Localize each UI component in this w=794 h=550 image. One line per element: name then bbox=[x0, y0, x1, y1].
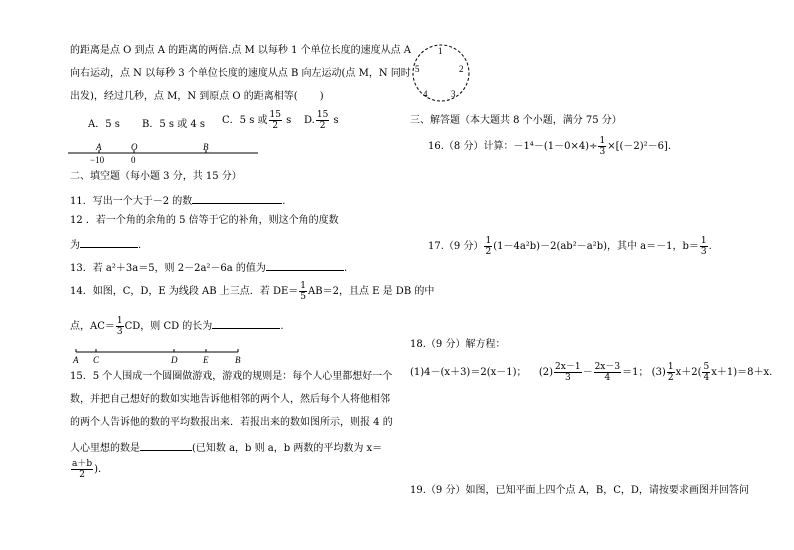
number-line-figure bbox=[66, 142, 262, 166]
q18-eq1: (1)4－(x＋3)＝2(x－1)； bbox=[410, 367, 527, 378]
q18-title: 18.（9 分）解方程： bbox=[410, 339, 506, 350]
label-b: B bbox=[203, 142, 209, 152]
q10-line1: 的距离是点 O 到点 A 的距离的两倍.点 M 以每秒 1 个单位长度的速度从点 A bbox=[70, 45, 412, 56]
q18-equations bbox=[410, 362, 772, 383]
q11-answer-blank[interactable] bbox=[192, 193, 282, 204]
q15-line5: $\frac{a+b}{2}$ ). bbox=[72, 459, 102, 480]
q14-line1: 14．如图，C，D，E 为线段 AB 上三点．若 DE＝ $\frac{1}{5}$ AB＝2，且点 E 是 DB 的中 bbox=[70, 281, 435, 302]
label-a: A bbox=[96, 142, 102, 152]
clock-num-3: 3 bbox=[451, 89, 456, 99]
clock-num-2: 2 bbox=[459, 64, 464, 74]
clock-num-4: 4 bbox=[423, 89, 428, 99]
seg-label-b: B bbox=[235, 355, 241, 365]
clock-num-5: 5 bbox=[415, 64, 420, 74]
q11: 11．写出一个大于－2 的数 . bbox=[70, 193, 285, 209]
q12-line2: 为 . bbox=[70, 237, 141, 253]
choice-b[interactable]: B．5 s 或 4 s bbox=[142, 119, 206, 130]
segment-figure bbox=[70, 346, 246, 366]
q12-answer-blank[interactable] bbox=[80, 237, 138, 248]
seg-label-c: C bbox=[93, 355, 100, 365]
q15-line2: 数，并把自己想好的数如实地告诉他相邻的两个人，然后每个人将他相邻 bbox=[70, 394, 390, 405]
label-neg10: −10 bbox=[90, 155, 105, 165]
clock-figure bbox=[410, 42, 472, 104]
section2-title: 二、填空题（每小题 3 分，共 15 分） bbox=[70, 171, 242, 182]
q14-line2: 点，AC＝ $\frac{1}{3}$ CD，则 CD 的长为 . bbox=[70, 316, 284, 337]
choice-a[interactable]: A．5 s bbox=[88, 119, 120, 130]
choice-d[interactable]: D. $\frac{15}{2}$ s bbox=[304, 110, 339, 131]
q13: 13．若 a²＋3a＝5，则 2－2a²－6a 的值为 . bbox=[70, 260, 347, 276]
label-o: O bbox=[131, 142, 138, 152]
q10-line3: 出发)，经过几秒，点 M，N 到原点 O 的距离相等( ) bbox=[70, 91, 324, 102]
q18-eq2: (2) $\frac{2x-1}{3}$ － $\frac{2x-3}{4}$ ＝1； bbox=[538, 362, 649, 383]
seg-label-d: D bbox=[171, 355, 178, 365]
q15-line3: 的两个人告诉他的数的平均数报出来．若报出来的数如图所示，则报 4 的 bbox=[70, 417, 393, 428]
q18-eq3: (3) $\frac{1}{2}$ x＋2( $\frac{5}{4}$ x＋1)＝8＋x. bbox=[651, 362, 773, 383]
seg-label-e: E bbox=[203, 355, 209, 365]
clock-num-1: 1 bbox=[438, 46, 443, 56]
q15-line4: 人心里想的数是 (已知数 a，b 则 a，b 两数的平均数为 x＝ bbox=[70, 440, 382, 456]
q15-answer-blank[interactable] bbox=[140, 440, 192, 451]
section3-title: 三、解答题（本大题共 8 个小题，满分 75 分） bbox=[410, 115, 622, 126]
choice-c[interactable]: C．5 s 或 $\frac{15}{2}$ s bbox=[222, 110, 292, 131]
q17: 17.（9 分） $\frac{1}{2}$ (1－4a²b)－2(ab²－a²b)，其中 a＝－1，b＝ $\frac{1}{3}$ . bbox=[428, 236, 712, 257]
q15-line1: 15．5 个人围成一个圆圈做游戏，游戏的规则是：每个人心里都想好一个 bbox=[70, 371, 393, 382]
seg-label-a: A bbox=[73, 355, 79, 365]
q19: 19.（9 分）如图，已知平面上四个点 A，B，C，D，请按要求画图并回答问 bbox=[410, 485, 749, 496]
label-zero: 0 bbox=[131, 155, 136, 165]
q13-answer-blank[interactable] bbox=[266, 260, 344, 271]
q12-line1: 12 ．若一个角的余角的 5 倍等于它的补角，则这个角的度数 bbox=[70, 215, 339, 226]
q16: 16.（8 分）计算：－1⁴－(1－0×4)÷ $\frac{1}{3}$ ×[(－2)²－6]. bbox=[428, 136, 672, 157]
q14-answer-blank[interactable] bbox=[212, 318, 280, 329]
q10-line2: 向右运动，点 N 以每秒 3 个单位长度的速度从点 B 向左运动(点 M，N 同时 bbox=[70, 68, 411, 79]
